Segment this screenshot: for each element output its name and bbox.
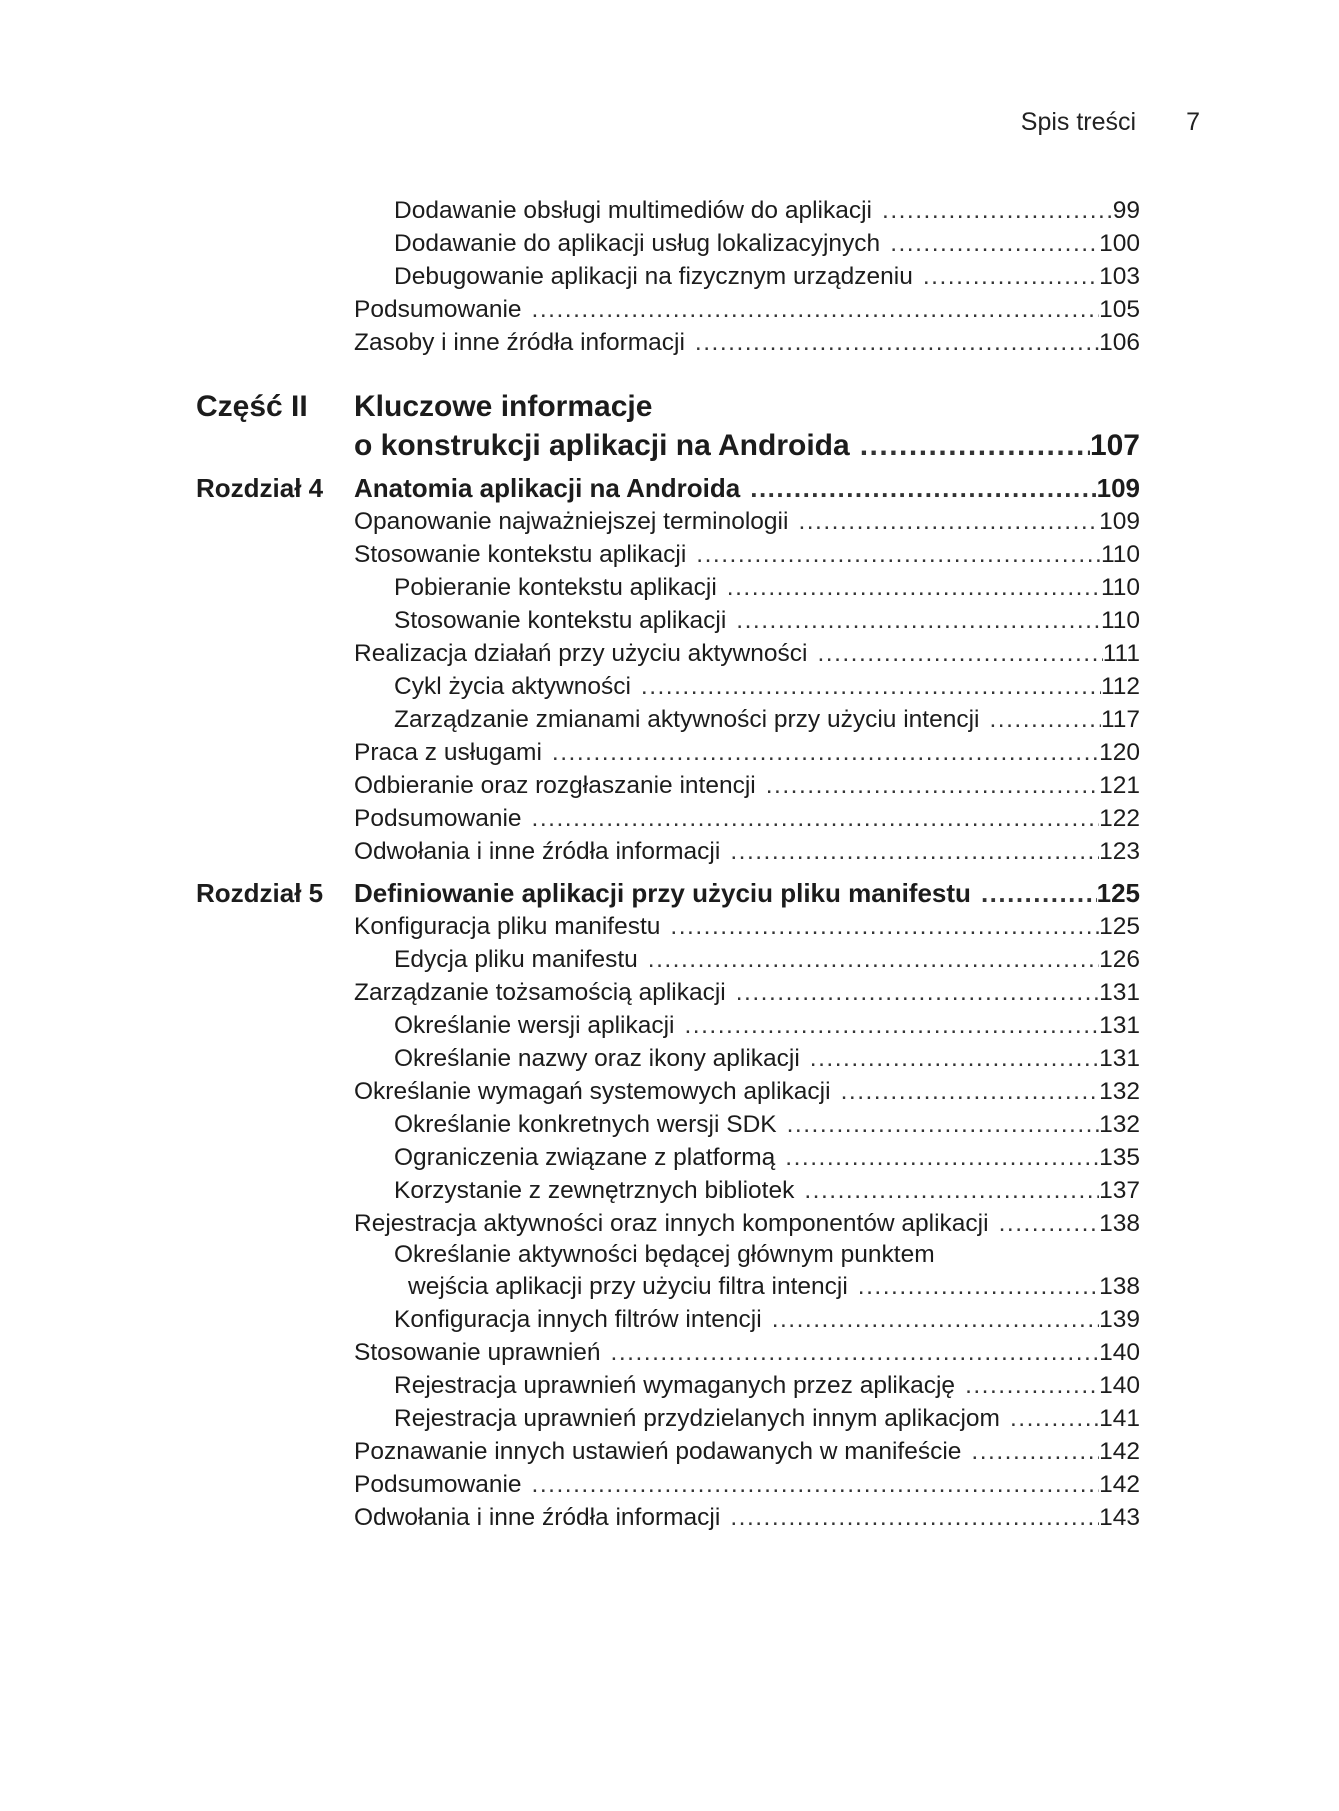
- toc-entry[interactable]: [196, 976, 1140, 1009]
- toc-entry-page: 126: [1099, 946, 1140, 973]
- toc-entry-title: Stosowanie uprawnień: [354, 1339, 601, 1366]
- toc-entry-page: 131: [1099, 979, 1140, 1006]
- page-number: 7: [1186, 108, 1200, 136]
- dot-leader: [696, 538, 1101, 571]
- table-of-contents: [196, 194, 1140, 1534]
- part-heading[interactable]: [196, 387, 1140, 465]
- toc-entry[interactable]: [196, 571, 1140, 604]
- chapter-heading[interactable]: [196, 471, 1140, 505]
- dot-leader: [890, 227, 1099, 260]
- toc-entry-title: Odwołania i inne źródła informacji: [354, 1504, 721, 1531]
- toc-entry-page: 100: [1099, 230, 1140, 257]
- toc-entry-title: Stosowanie kontekstu aplikacji: [354, 541, 687, 568]
- toc-entry[interactable]: [196, 670, 1140, 703]
- toc-entry[interactable]: [196, 227, 1140, 260]
- toc-entry-page: 138: [1099, 1210, 1140, 1237]
- toc-entry-title: Stosowanie kontekstu aplikacji: [394, 607, 727, 634]
- toc-entry-page: 112: [1100, 673, 1140, 700]
- toc-entry-title: Cykl życia aktywności: [394, 673, 631, 700]
- toc-entry[interactable]: [196, 637, 1140, 670]
- toc-entry-title: Określanie konkretnych wersji SDK: [394, 1111, 777, 1138]
- toc-entry-title: Praca z usługami: [354, 739, 542, 766]
- dot-leader: [772, 1303, 1099, 1336]
- dot-leader: [965, 1369, 1099, 1402]
- toc-entry-page: 139: [1099, 1306, 1140, 1333]
- dot-leader: [730, 1501, 1099, 1534]
- chapter-title: Definiowanie aplikacji przy użyciu pliku manifestu: [354, 878, 971, 908]
- toc-entry[interactable]: [196, 1270, 1140, 1303]
- toc-entry-title: Dodawanie do aplikacji usług lokalizacyjnych: [394, 230, 881, 257]
- toc-entry-page: 140: [1099, 1339, 1140, 1366]
- toc-entry-page: 120: [1099, 739, 1140, 766]
- toc-entry-title: Poznawanie innych ustawień podawanych w manifeście: [354, 1438, 962, 1465]
- toc-entry[interactable]: [196, 1174, 1140, 1207]
- dot-leader: [750, 471, 1096, 505]
- part-title-line1: Kluczowe informacje: [354, 390, 653, 423]
- toc-entry-page: 122: [1099, 805, 1140, 832]
- toc-entry-title: Dodawanie obsługi multimediów do aplikacji: [394, 197, 873, 224]
- toc-entry-title: Określanie wymagań systemowych aplikacji: [354, 1078, 831, 1105]
- dot-leader: [971, 1435, 1099, 1468]
- dot-leader: [532, 293, 1100, 326]
- toc-entry-page: 123: [1099, 838, 1140, 865]
- toc-entry[interactable]: [196, 538, 1140, 571]
- dot-leader: [695, 326, 1099, 359]
- dot-leader: [990, 703, 1101, 736]
- toc-entry[interactable]: [196, 1207, 1140, 1240]
- dot-leader: [785, 1141, 1099, 1174]
- toc-entry[interactable]: [196, 910, 1140, 943]
- toc-entry-page: 132: [1099, 1111, 1140, 1138]
- toc-entry-page: 141: [1099, 1405, 1140, 1432]
- toc-entry-title: Zarządzanie tożsamością aplikacji: [354, 979, 726, 1006]
- toc-entry[interactable]: [196, 769, 1140, 802]
- toc-entry[interactable]: [196, 703, 1140, 736]
- dot-leader: [736, 976, 1099, 1009]
- toc-entry-page: 131: [1099, 1045, 1140, 1072]
- toc-entry-title: Rejestracja uprawnień przydzielanych innym aplikacjom: [394, 1405, 1000, 1432]
- toc-entry-page: 140: [1099, 1372, 1140, 1399]
- chapter-heading[interactable]: [196, 876, 1140, 910]
- dot-leader: [860, 426, 1090, 465]
- toc-entry[interactable]: [196, 835, 1140, 868]
- toc-entry[interactable]: [196, 802, 1140, 835]
- dot-leader: [684, 1009, 1099, 1042]
- toc-entry-page: 109: [1099, 508, 1140, 535]
- toc-entry-title: Odbieranie oraz rozgłaszanie intencji: [354, 772, 756, 799]
- toc-entry[interactable]: [196, 1009, 1140, 1042]
- toc-entry-title: Debugowanie aplikacji na fizycznym urządzeniu: [394, 263, 913, 290]
- toc-entry[interactable]: [196, 1435, 1140, 1468]
- toc-entry[interactable]: [196, 1108, 1140, 1141]
- toc-entry-page: 105: [1099, 296, 1140, 323]
- toc-entry[interactable]: [196, 194, 1140, 227]
- toc-entry[interactable]: [196, 943, 1140, 976]
- toc-entry[interactable]: [196, 1402, 1140, 1435]
- toc-entry-title: Realizacja działań przy użyciu aktywności: [354, 640, 808, 667]
- toc-entry-page: 142: [1099, 1471, 1140, 1498]
- toc-entry-title: wejścia aplikacji przy użyciu filtra intencji: [408, 1273, 848, 1300]
- dot-leader: [532, 1468, 1100, 1501]
- toc-entry[interactable]: [196, 505, 1140, 538]
- chapter-title: Anatomia aplikacji na Androida: [354, 473, 741, 503]
- toc-entry-wrapped-first-line[interactable]: [196, 1240, 1140, 1270]
- dot-leader: [727, 571, 1101, 604]
- dot-leader: [841, 1075, 1100, 1108]
- toc-entry[interactable]: [196, 1336, 1140, 1369]
- toc-entry-title: Ograniczenia związane z platformą: [394, 1144, 776, 1171]
- dot-leader: [804, 1174, 1099, 1207]
- toc-entry-title: Rejestracja aktywności oraz innych komponentów aplikacji: [354, 1210, 989, 1237]
- toc-entry-page: 132: [1099, 1078, 1140, 1105]
- part-label: Część II: [196, 390, 308, 423]
- dot-leader: [552, 736, 1099, 769]
- toc-entry-title: Korzystanie z zewnętrznych bibliotek: [394, 1177, 795, 1204]
- toc-entry-title: Rejestracja uprawnień wymaganych przez aplikację: [394, 1372, 956, 1399]
- toc-entry[interactable]: [196, 293, 1140, 326]
- toc-entry-title: Podsumowanie: [354, 296, 522, 323]
- dot-leader: [730, 835, 1099, 868]
- toc-entry-title: Opanowanie najważniejszej terminologii: [354, 508, 789, 535]
- dot-leader: [641, 670, 1101, 703]
- toc-entry-page: 117: [1100, 706, 1140, 733]
- toc-entry-page: 135: [1099, 1144, 1140, 1171]
- toc-entry-page: 142: [1099, 1438, 1140, 1465]
- toc-entry[interactable]: [196, 1303, 1140, 1336]
- toc-entry-title: Odwołania i inne źródła informacji: [354, 838, 721, 865]
- toc-entry-page: 143: [1099, 1504, 1140, 1531]
- dot-leader: [1010, 1402, 1099, 1435]
- toc-entry[interactable]: [196, 326, 1140, 359]
- dot-leader: [766, 769, 1099, 802]
- toc-entry[interactable]: [196, 1042, 1140, 1075]
- dot-leader: [736, 604, 1101, 637]
- toc-entry-page: 106: [1099, 329, 1140, 356]
- toc-entry-page: 137: [1099, 1177, 1140, 1204]
- toc-entry-title: Określanie wersji aplikacji: [394, 1012, 675, 1039]
- toc-entry[interactable]: [196, 1468, 1140, 1501]
- dot-leader: [611, 1336, 1100, 1369]
- chapter-label: Rozdział 5: [196, 878, 324, 908]
- toc-entry[interactable]: [196, 736, 1140, 769]
- section-title: Spis treści: [1020, 108, 1137, 136]
- dot-leader: [981, 876, 1097, 910]
- toc-entry-title: Podsumowanie: [354, 805, 522, 832]
- dot-leader: [858, 1270, 1099, 1303]
- dot-leader: [817, 637, 1102, 670]
- dot-leader: [648, 943, 1099, 976]
- part-title-line2: o konstrukcji aplikacji na Androida: [354, 429, 850, 462]
- toc-entry-page: 103: [1099, 263, 1140, 290]
- toc-entry-title: Edycja pliku manifestu: [394, 946, 638, 973]
- toc-entry[interactable]: [196, 1075, 1140, 1108]
- toc-entry-page: 111: [1102, 640, 1140, 667]
- part-page: 107: [1089, 429, 1140, 462]
- toc-entry[interactable]: [196, 1141, 1140, 1174]
- toc-entry[interactable]: [196, 260, 1140, 293]
- toc-entry-title: Zarządzanie zmianami aktywności przy użyciu intencji: [394, 706, 980, 733]
- toc-entry-title: Zasoby i inne źródła informacji: [354, 329, 685, 356]
- dot-leader: [798, 505, 1099, 538]
- toc-entry-page: 121: [1099, 772, 1140, 799]
- toc-entry-page: 131: [1099, 1012, 1140, 1039]
- toc-entry-page: 99: [1112, 197, 1140, 224]
- toc-entry-title: Określanie aktywności będącej głównym punktem: [394, 1241, 935, 1268]
- toc-entry-page: 110: [1100, 574, 1140, 601]
- toc-entry-title: Określanie nazwy oraz ikony aplikacji: [394, 1045, 800, 1072]
- dot-leader: [670, 910, 1099, 943]
- toc-entry-title: Konfiguracja pliku manifestu: [354, 913, 661, 940]
- running-head: [1021, 108, 1200, 137]
- toc-entry-page: 110: [1100, 541, 1140, 568]
- dot-leader: [882, 194, 1113, 227]
- dot-leader: [810, 1042, 1099, 1075]
- toc-entry-page: 125: [1099, 913, 1140, 940]
- toc-entry-title: Konfiguracja innych filtrów intencji: [394, 1306, 762, 1333]
- toc-entry-page: 110: [1100, 607, 1140, 634]
- dot-leader: [923, 260, 1099, 293]
- chapter-label: Rozdział 4: [196, 473, 324, 503]
- chapter-page: 109: [1096, 473, 1140, 503]
- toc-entry-title: Podsumowanie: [354, 1471, 522, 1498]
- dot-leader: [999, 1207, 1100, 1240]
- section-gap: [196, 868, 1140, 876]
- chapter-page: 125: [1096, 878, 1140, 908]
- toc-entry[interactable]: [196, 1501, 1140, 1534]
- toc-entry[interactable]: [196, 604, 1140, 637]
- toc-entry-page: 138: [1099, 1273, 1140, 1300]
- toc-entry-title: Pobieranie kontekstu aplikacji: [394, 574, 717, 601]
- dot-leader: [532, 802, 1100, 835]
- dot-leader: [787, 1108, 1100, 1141]
- toc-entry[interactable]: [196, 1369, 1140, 1402]
